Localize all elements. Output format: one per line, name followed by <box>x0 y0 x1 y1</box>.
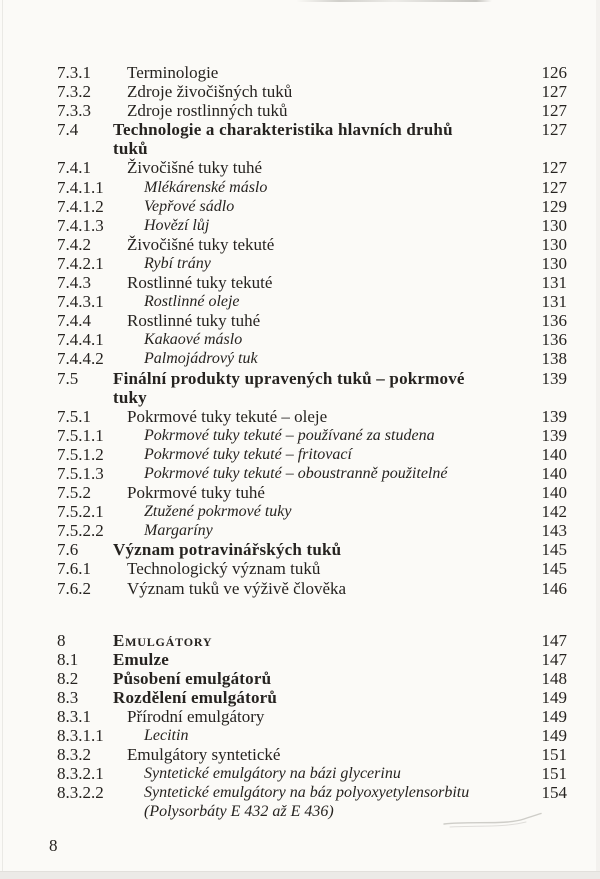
toc-entry <box>0 726 600 745</box>
toc-entry <box>0 745 600 764</box>
toc-entry-page-number: 127 <box>541 177 567 197</box>
toc-entry-title <box>113 502 523 521</box>
toc-entry <box>0 120 600 158</box>
toc-entry-page-number: 147 <box>541 649 567 669</box>
toc-entry-title-line: Rostlinné tuky tekuté <box>127 273 273 293</box>
toc-entry-title <box>113 369 523 407</box>
toc-entry <box>0 63 600 82</box>
toc-entry-title-line: Vepřové sádlo <box>144 197 235 215</box>
toc-entry-title-line: Palmojádrový tuk <box>144 350 258 368</box>
toc-entry-number: 7.6.1 <box>57 559 91 579</box>
toc-entry-page-number: 129 <box>541 196 567 216</box>
toc-entry-page-number: 145 <box>541 540 567 560</box>
toc-entry-number: 7.6 <box>57 540 79 560</box>
toc-entry-title-line: Pokrmové tuky tekuté – fritovací <box>144 445 352 463</box>
toc-entry-number: 8.3.2 <box>57 745 91 765</box>
toc-entry-title-line: Lecitin <box>144 727 189 745</box>
toc-entry <box>0 311 600 330</box>
toc-entry-page-number: 140 <box>541 483 567 503</box>
toc-entry-title <box>113 197 523 216</box>
toc-entry-title-line: Mlékárenské máslo <box>144 178 268 196</box>
toc-entry-title <box>113 631 523 650</box>
toc-entry-title <box>113 120 523 158</box>
toc-entry <box>0 688 600 707</box>
toc-entry-page-number: 147 <box>541 630 567 650</box>
toc-entry-page-number: 140 <box>541 463 567 483</box>
toc-entry-number: 7.4.4.1 <box>57 330 104 350</box>
toc-entry-title-line: Pokrmové tuky tekuté – používané za studena <box>144 426 435 444</box>
toc-entry-number: 7.5.1 <box>57 406 91 426</box>
toc-entry-number: 7.4.3 <box>57 273 91 293</box>
toc-entry-title-line: Finální produkty upravených tuků – pokrmové <box>113 368 465 388</box>
toc-entry-page-number: 136 <box>541 330 567 350</box>
toc-entry-page-number: 131 <box>541 273 567 293</box>
toc-entry-title-line: tuků <box>113 139 148 159</box>
toc-entry-title-line: Přírodní emulgátory <box>127 707 265 726</box>
toc-entry <box>0 330 600 349</box>
toc-entry-title-line: Margaríny <box>144 522 213 540</box>
toc-entry <box>0 273 600 292</box>
toc-entry-page-number: 130 <box>541 234 567 254</box>
toc-entry <box>0 669 600 688</box>
toc-entry-number: 7.5.1.1 <box>57 425 104 445</box>
toc-entry <box>0 101 600 120</box>
toc-entry <box>0 82 600 101</box>
toc-entry-page-number: 145 <box>541 559 567 579</box>
toc-entry-title-line: Syntetické emulgátory na báz polyoxyetylensorbitu <box>144 784 470 802</box>
toc-entry <box>0 178 600 197</box>
toc-entry-number: 7.4.3.1 <box>57 292 104 312</box>
toc-entry-title <box>113 254 523 273</box>
toc-entry-page-number: 149 <box>541 726 567 746</box>
toc-entry <box>0 631 600 650</box>
toc-entry-title <box>113 82 523 101</box>
toc-entry <box>0 521 600 540</box>
toc-entry-title <box>113 707 523 726</box>
toc-entry-page-number: 127 <box>541 82 567 102</box>
toc-entry-title-line: Emulgátory <box>113 630 213 650</box>
footer-page-number: 8 <box>49 836 58 855</box>
toc-entry-title <box>113 407 523 426</box>
toc-entry-page-number: 149 <box>541 687 567 707</box>
toc-entry-title <box>113 216 523 235</box>
pencil-smudge <box>440 811 555 833</box>
toc-entry-title-line: tuky <box>113 387 147 407</box>
toc-entry-number: 7.3.1 <box>57 63 91 82</box>
toc-entry-title-line: Pokrmové tuky tekuté – oleje <box>127 406 328 426</box>
toc-entry-number: 7.5 <box>57 368 79 388</box>
toc-entry-number: 8.1 <box>57 649 79 669</box>
toc-entry <box>0 407 600 426</box>
toc-entry-number: 7.4.4 <box>57 311 91 331</box>
toc-entry-number: 7.3.2 <box>57 82 91 102</box>
toc-entry-title <box>113 101 523 120</box>
toc-entry-title <box>113 292 523 311</box>
toc-entry-title <box>113 745 523 764</box>
toc-entry-number: 8.3 <box>57 687 79 707</box>
toc-entry <box>0 254 600 273</box>
toc-entry-title-line: Syntetické emulgátory na bázi glycerinu <box>144 765 401 783</box>
toc-entry <box>0 445 600 464</box>
toc-entry-number: 8.3.1.1 <box>57 726 104 746</box>
toc-entry <box>0 707 600 726</box>
toc-entry-title <box>113 688 523 707</box>
toc-entry-page-number: 127 <box>541 120 567 140</box>
toc-entry-title-line: (Polysorbáty E 432 až E 436) <box>144 803 334 821</box>
toc-entry-page-number: 127 <box>541 158 567 178</box>
toc-entry-number: 7.4.2.1 <box>57 253 104 273</box>
toc-entry-page-number: 142 <box>541 502 567 522</box>
toc-entry-number: 7.4.4.2 <box>57 349 104 369</box>
toc-entry <box>0 540 600 559</box>
toc-entry-title-line: Rostlinné oleje <box>144 293 240 311</box>
toc-entry-number: 7.4.1.2 <box>57 196 104 216</box>
toc-entry-title-line: Živočišné tuky tuhé <box>127 158 263 178</box>
toc-entry-number: 7.6.2 <box>57 578 91 598</box>
toc-entry-number: 8.3.2.2 <box>57 783 104 803</box>
toc-entry-page-number: 140 <box>541 444 567 464</box>
toc-entry <box>0 197 600 216</box>
toc-entry-title <box>113 235 523 254</box>
toc-entry <box>0 369 600 407</box>
toc-entry-number: 8.3.1 <box>57 707 91 726</box>
toc-entry <box>0 764 600 783</box>
toc-entry-title-line: Emulgátory syntetické <box>127 745 281 765</box>
toc-entry-title <box>113 349 523 368</box>
toc-entry-page-number: 138 <box>541 349 567 369</box>
toc-entry <box>0 158 600 177</box>
toc-entry <box>0 650 600 669</box>
table-of-contents <box>0 63 600 822</box>
toc-entry-number: 7.5.1.3 <box>57 463 104 483</box>
toc-entry-title-line: Kakaové máslo <box>144 331 243 349</box>
toc-entry-page-number: 139 <box>541 368 567 388</box>
toc-entry-title-line: Význam tuků ve výživě člověka <box>127 578 347 598</box>
toc-entry-number: 7.4 <box>57 120 79 140</box>
toc-entry-title <box>113 483 523 502</box>
toc-entry-number: 8.2 <box>57 668 79 688</box>
toc-entry-title-line: Zdroje živočišných tuků <box>127 82 293 102</box>
toc-entry-title <box>113 764 523 783</box>
toc-entry <box>0 559 600 578</box>
toc-entry-title-line: Působení emulgátorů <box>113 668 272 688</box>
toc-entry-title <box>113 669 523 688</box>
toc-entry-title <box>113 330 523 349</box>
toc-entry-title <box>113 311 523 330</box>
toc-entry-page-number: 139 <box>541 406 567 426</box>
toc-entry <box>0 349 600 368</box>
toc-entry-title <box>113 63 523 82</box>
toc-entry-title-line: Terminologie <box>127 63 219 82</box>
toc-entry <box>0 216 600 235</box>
toc-entry <box>0 426 600 445</box>
toc-entry <box>0 579 600 598</box>
toc-entry-title <box>113 559 523 578</box>
toc-entry-page-number: 149 <box>541 707 567 726</box>
toc-entry-page-number: 130 <box>541 253 567 273</box>
toc-entry-number: 7.3.3 <box>57 101 91 121</box>
toc-entry-title-line: Technologický význam tuků <box>127 559 321 579</box>
toc-entry-page-number: 151 <box>541 745 567 765</box>
toc-entry-page-number: 131 <box>541 292 567 312</box>
toc-entry-title-line: Rybí trány <box>144 254 211 272</box>
toc-entry-title <box>113 426 523 445</box>
toc-entry-title <box>113 579 523 598</box>
toc-entry-number: 7.4.1.3 <box>57 215 104 235</box>
toc-entry-number: 7.4.2 <box>57 234 91 254</box>
toc-entry-title-line: Pokrmové tuky tekuté – oboustranně použitelné <box>144 464 448 482</box>
toc-entry-title <box>113 540 523 559</box>
scan-top-edge-mark <box>296 0 492 2</box>
toc-entry-page-number: 146 <box>541 578 567 598</box>
toc-entry-title <box>113 178 523 197</box>
toc-entry <box>0 502 600 521</box>
toc-entry-number: 7.5.2.2 <box>57 521 104 541</box>
toc-entry-page-number: 143 <box>541 521 567 541</box>
toc-entry <box>0 292 600 311</box>
toc-entry-page-number: 151 <box>541 764 567 784</box>
toc-entry-title <box>113 650 523 669</box>
toc-entry-title-line: Zdroje rostlinných tuků <box>127 101 288 121</box>
toc-entry-title <box>113 464 523 483</box>
toc-entry-number: 8 <box>57 630 66 650</box>
toc-entry-number: 7.5.2.1 <box>57 502 104 522</box>
toc-entry-title-line: Rostlinné tuky tuhé <box>127 311 261 331</box>
toc-entry-page-number: 139 <box>541 425 567 445</box>
toc-entry-page-number: 126 <box>541 63 567 82</box>
toc-entry-number: 7.5.2 <box>57 483 91 503</box>
toc-entry-page-number: 154 <box>541 783 567 803</box>
toc-entry-title-line: Emulze <box>113 649 169 669</box>
toc-entry-number: 7.4.1 <box>57 158 91 178</box>
toc-entry-number: 7.5.1.2 <box>57 444 104 464</box>
toc-entry-number: 7.4.1.1 <box>57 177 104 197</box>
toc-entry-page-number: 136 <box>541 311 567 331</box>
toc-entry-title-line: Rozdělení emulgátorů <box>113 687 278 707</box>
toc-entry <box>0 464 600 483</box>
toc-entry-title-line: Ztužené pokrmové tuky <box>144 503 292 521</box>
toc-entry-title <box>113 445 523 464</box>
toc-entry-title-line: Význam potravinářských tuků <box>113 540 342 560</box>
toc-entry-title-line: Hovězí lůj <box>144 216 210 234</box>
toc-entry-title-line: Technologie a charakteristika hlavních druhů <box>113 120 453 140</box>
scan-bottom-edge-band <box>0 871 600 879</box>
toc-entry-title-line: Pokrmové tuky tuhé <box>127 483 265 503</box>
toc-entry-title <box>113 158 523 177</box>
toc-entry-number: 8.3.2.1 <box>57 764 104 784</box>
toc-entry-title <box>113 521 523 540</box>
toc-entry-title-line: Živočišné tuky tekuté <box>127 234 275 254</box>
toc-entry-page-number: 148 <box>541 668 567 688</box>
toc-entry-page-number: 127 <box>541 101 567 121</box>
toc-entry <box>0 483 600 502</box>
toc-entry-page-number: 130 <box>541 215 567 235</box>
toc-entry-title <box>113 726 523 745</box>
toc-entry-title <box>113 273 523 292</box>
toc-entry <box>0 235 600 254</box>
